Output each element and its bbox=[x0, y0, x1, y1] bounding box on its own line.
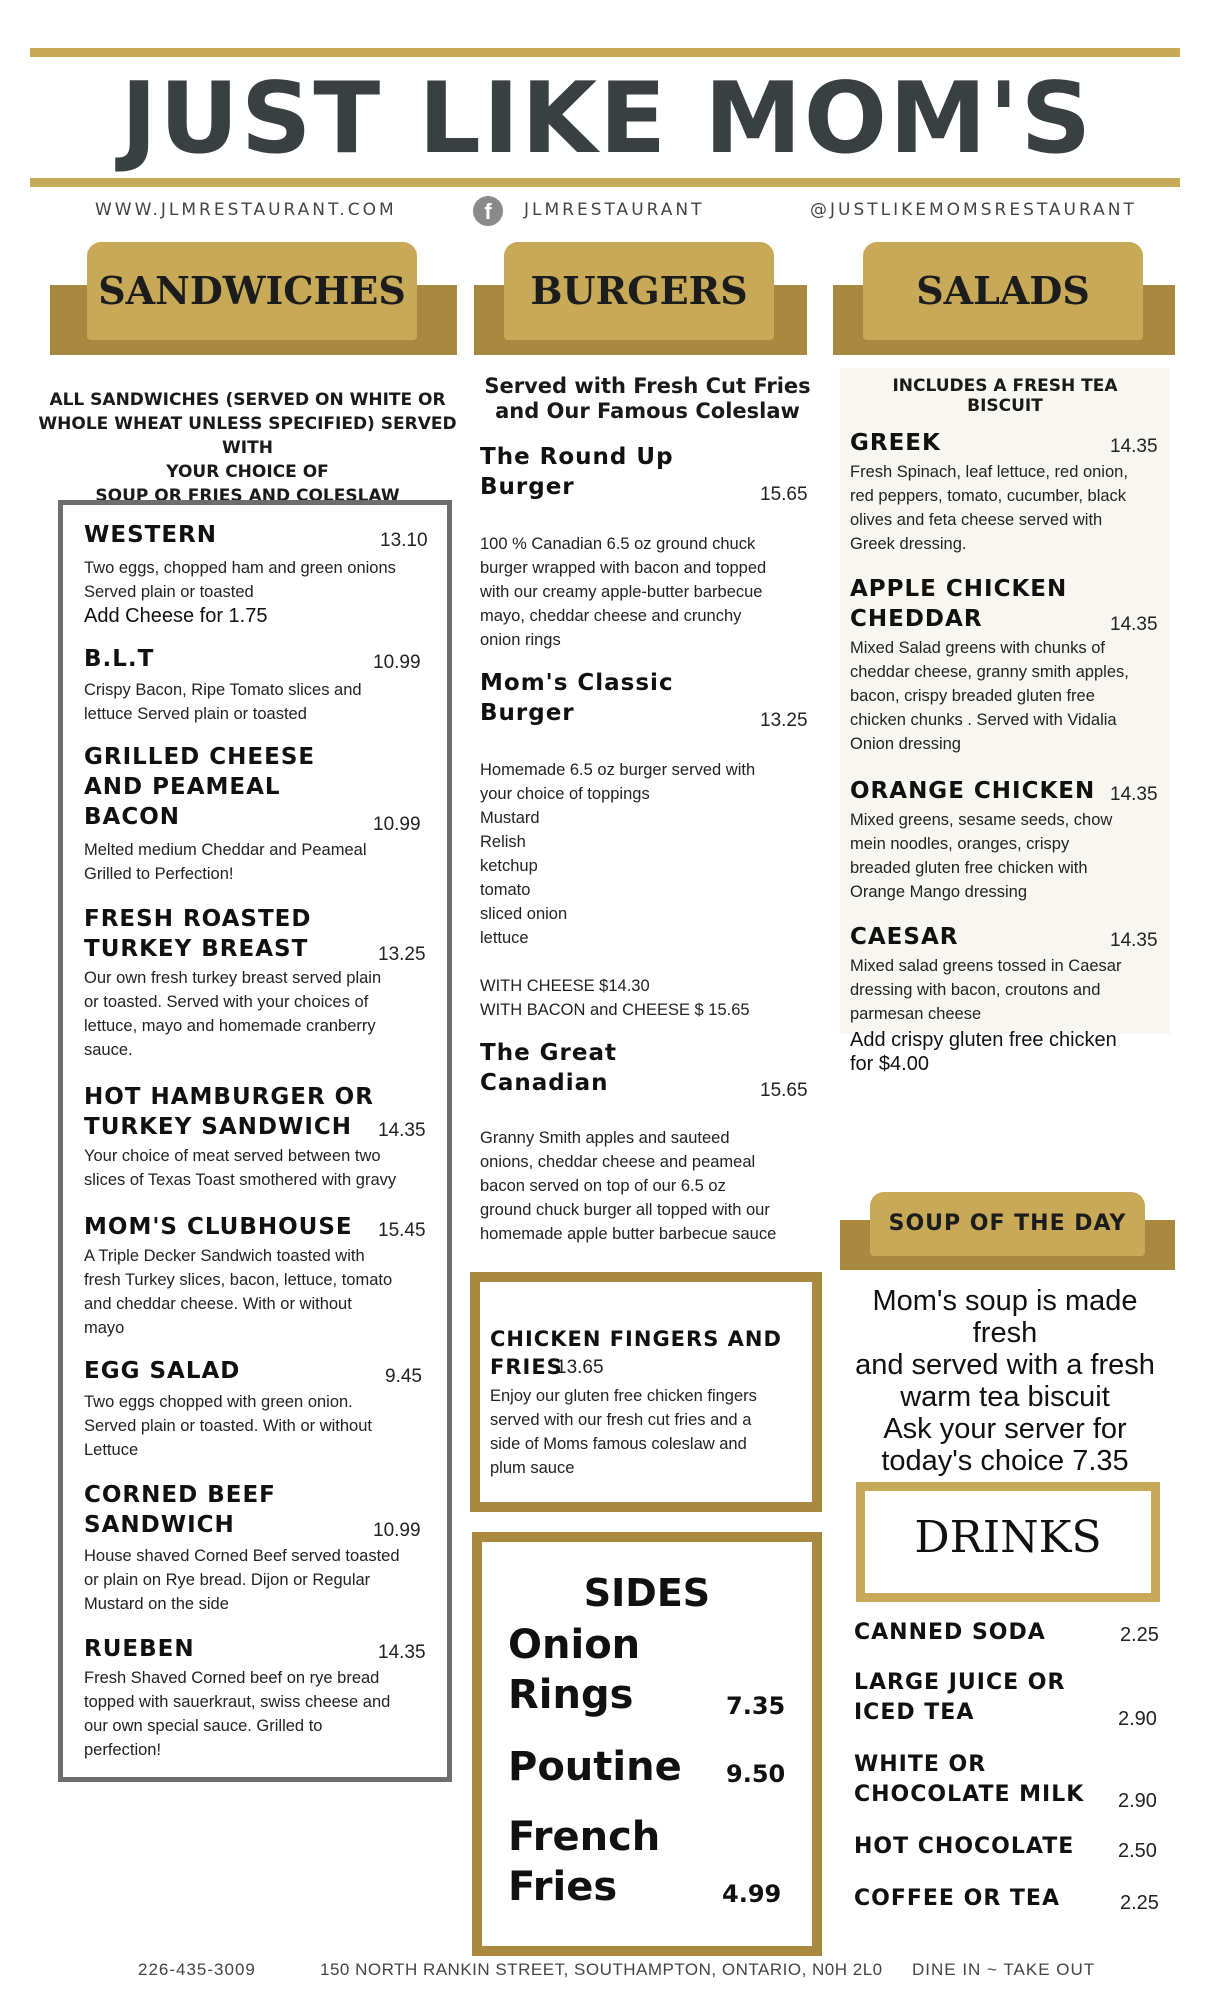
burgers-note: Served with Fresh Cut Fries and Our Famous Coleslaw bbox=[484, 374, 811, 423]
soup-heading: SOUP OF THE DAY bbox=[870, 1192, 1145, 1256]
sandwiches-note: ALL SANDWICHES (SERVED ON WHITE OR WHOLE WHEAT UNLESS SPECIFIED) SERVED WITH YOUR CHOICE OF SOUP OR FRIES AND COLESLAW bbox=[38, 390, 457, 506]
instagram-handle[interactable]: @JUSTLIKEMOMSRESTAURANT bbox=[810, 200, 1137, 220]
sandwiches-heading: SANDWICHES bbox=[87, 242, 417, 340]
burgers-heading: BURGERS bbox=[504, 242, 774, 340]
facebook-handle[interactable]: JLMRESTAURANT bbox=[524, 200, 705, 220]
salads-heading: SALADS bbox=[863, 242, 1143, 340]
salads-note: INCLUDES A FRESH TEA BISCUIT bbox=[892, 376, 1118, 416]
top-gold-rule bbox=[30, 48, 1180, 57]
footer-service: DINE IN ~ TAKE OUT bbox=[912, 1960, 1096, 1979]
facebook-icon: f bbox=[473, 196, 503, 226]
bottom-gold-rule bbox=[30, 178, 1180, 187]
restaurant-title: JUST LIKE MOM'S bbox=[120, 62, 1094, 176]
drinks-heading: DRINKS bbox=[914, 1512, 1102, 1563]
footer-phone[interactable]: 226-435-3009 bbox=[138, 1960, 256, 1979]
soup-description: Mom's soup is made fresh and served with a fresh warm tea biscuit Ask your server for today's choice 7.35 bbox=[855, 1285, 1155, 1477]
website-link[interactable]: WWW.JLMRESTAURANT.COM bbox=[95, 200, 397, 220]
footer-address: 150 NORTH RANKIN STREET, SOUTHAMPTON, ONTARIO, N0H 2L0 bbox=[320, 1960, 883, 1979]
sides-heading: SIDES bbox=[583, 1571, 711, 1615]
